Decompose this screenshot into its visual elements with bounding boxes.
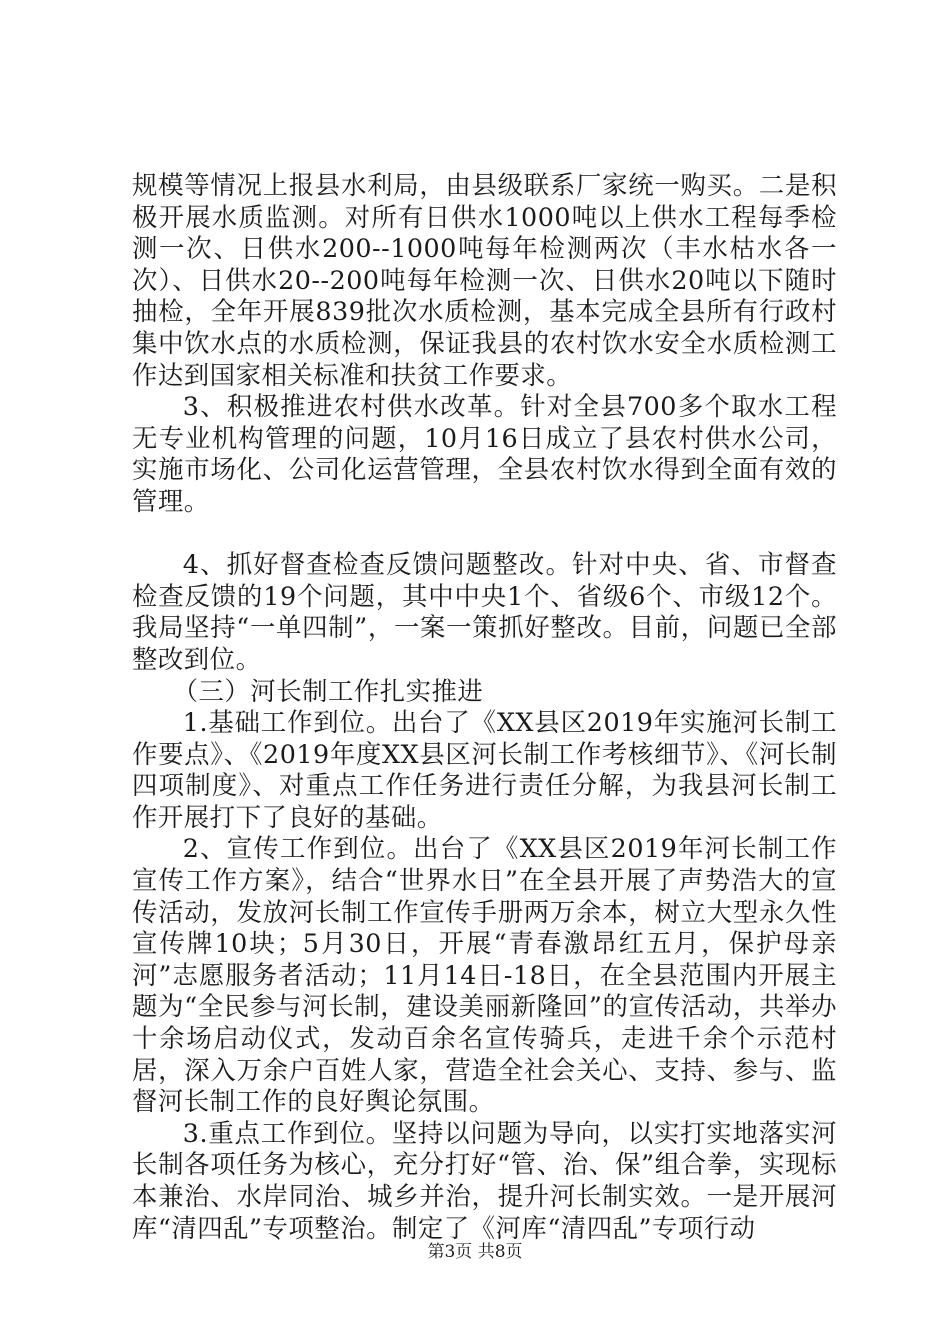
- section-heading-river-chief: （三）河长制工作扎实推进: [172, 675, 484, 706]
- paragraph-key-work: 3.重点工作到位。坚持以问题为导向，以实打实地落实河长制各项任务为核心，充分打好“管、治、保”组合拳，实现标本兼治、水岸同治、城乡并治，提升河长制实效。一是开展河库“清四乱”专项整治。制定了《河库“清四乱”专项行动: [132, 1117, 837, 1243]
- page-number-footer: 第3页 共8页: [427, 1242, 523, 1262]
- paragraph-basic-work: 1.基础工作到位。出台了《XX县区2019年实施河长制工作要点》、《2019年度XX县区河长制工作考核细节》、《河长制四项制度》、对重点工作任务进行责任分解，为我县河长制工作开展打下了良好的基础。: [132, 707, 837, 832]
- paragraph-publicity-work: 2、宣传工作到位。出台了《XX县区2019年河长制工作宣传工作方案》，结合“世界水日”在全县开展了声势浩大的宣传活动，发放河长制工作宣传手册两万余本，树立大型永久性宣传牌10块；5月30日，开展“青春激昂红五月，保护母亲河”志愿服务者活动；11月14日-18日，在全县范围内开展主题为“全民参与河长制，建设美丽新隆回”的宣传活动，共举办十余场启动仪式，发动百余名宣传骑兵，走进千余个示范村居，深入万余户百姓人家，营造全社会关心、支持、参与、监督河长制工作的良好舆论氛围。: [132, 833, 837, 1117]
- paragraph-rural-water-reform: 3、积极推进农村供水改革。针对全县700多个取水工程无专业机构管理的问题，10月16日成立了县农村供水公司，实施市场化、公司化运营管理，全县农村饮水得到全面有效的管理。: [132, 391, 837, 516]
- paragraph-water-testing: 规模等情况上报县水利局，由县级联系厂家统一购买。二是积极开展水质监测。对所有日供水1000吨以上供水工程每季检测一次、日供水200--1000吨每年检测两次（丰水枯水各一次）、日供水20--200吨每年检测一次、日供水20吨以下随时抽检，全年开展839批次水质检测，基本完成全县所有行政村集中饮水点的水质检测，保证我县的农村饮水安全水质检测工作达到国家相关标准和扶贫工作要求。: [132, 170, 837, 390]
- paragraph-inspection-rectification: 4、抓好督查检查反馈问题整改。针对中央、省、市督查检查反馈的19个问题，其中中央1个、省级6个、市级12个。我局坚持“一单四制”，一案一策抓好整改。目前，问题已全部整改到位。: [132, 549, 837, 674]
- document-body: [132, 170, 837, 1244]
- paragraph-spacer: [132, 518, 837, 550]
